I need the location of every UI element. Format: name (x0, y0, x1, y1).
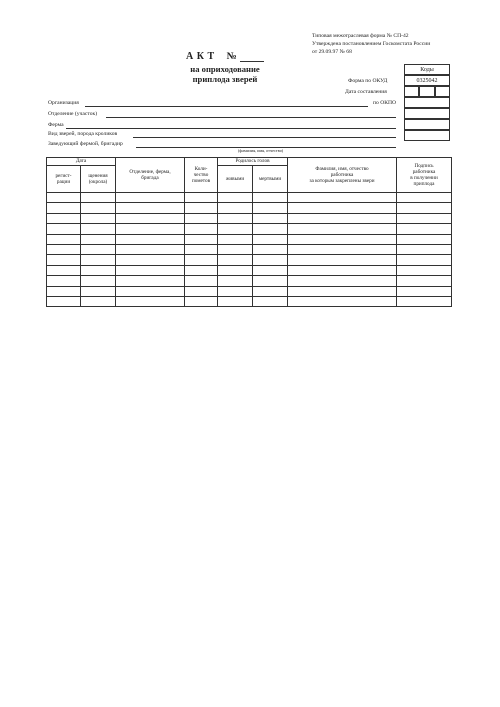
farm-label: Ферма (48, 122, 64, 128)
table-cell[interactable] (218, 255, 253, 265)
okud-value: 0325042 (404, 75, 450, 86)
table-cell[interactable] (218, 296, 253, 306)
table-cell[interactable] (185, 276, 218, 286)
table-cell[interactable] (47, 234, 81, 244)
table-cell[interactable] (185, 193, 218, 203)
animal-type-label: Вид зверей, порода кроликов (48, 131, 118, 137)
table-cell[interactable] (253, 276, 288, 286)
table-row (47, 224, 452, 234)
table-cell[interactable] (47, 296, 81, 306)
dead-col-header: мертвыми (253, 166, 288, 193)
table-cell[interactable] (116, 193, 185, 203)
form-approval-line: Утверждена постановлением Госкомстата России (312, 41, 431, 47)
table-cell[interactable] (116, 296, 185, 306)
act-title (186, 51, 237, 62)
table-cell[interactable] (81, 224, 116, 234)
table-cell[interactable] (116, 244, 185, 254)
table-row (47, 234, 452, 244)
table-cell[interactable] (288, 244, 397, 254)
table-row (47, 276, 452, 286)
table-cell[interactable] (288, 203, 397, 213)
table-cell[interactable] (218, 193, 253, 203)
table-cell[interactable] (81, 234, 116, 244)
manager-label: Заведующий фермой, бригадир (48, 141, 123, 147)
table-cell[interactable] (81, 296, 116, 306)
code-cell-1[interactable] (404, 108, 450, 119)
table-cell[interactable] (218, 224, 253, 234)
table-cell[interactable] (116, 213, 185, 223)
born-group-header: Родилось голов (218, 158, 288, 166)
table-cell[interactable] (288, 224, 397, 234)
table-cell[interactable] (397, 234, 452, 244)
table-cell[interactable] (185, 224, 218, 234)
table-cell[interactable] (185, 296, 218, 306)
table-cell[interactable] (185, 203, 218, 213)
table-cell[interactable] (81, 286, 116, 296)
organization-label: Организация (48, 100, 79, 106)
worker-col-header: Фамилия, имя, отчество работника за которым закреплены звери (288, 158, 397, 193)
table-cell[interactable] (218, 265, 253, 275)
table-cell[interactable] (47, 224, 81, 234)
act-title-text: А К Т № (186, 51, 238, 62)
table-cell[interactable] (253, 286, 288, 296)
table-cell[interactable] (288, 265, 397, 275)
table-cell[interactable] (218, 276, 253, 286)
table-row (47, 286, 452, 296)
okud-label: Форма по ОКУД (348, 78, 388, 84)
table-cell[interactable] (397, 286, 452, 296)
table-cell[interactable] (81, 276, 116, 286)
table-cell[interactable] (253, 296, 288, 306)
table-cell[interactable] (47, 265, 81, 275)
registration-col-header: регист- рации (47, 166, 81, 193)
table-cell[interactable] (397, 213, 452, 223)
date-group-header: Дата (47, 158, 116, 166)
table-cell[interactable] (253, 224, 288, 234)
litters-col-header: Коли- чество пометов (185, 158, 218, 193)
table-cell[interactable] (116, 234, 185, 244)
table-cell[interactable] (47, 203, 81, 213)
department-field[interactable] (106, 117, 396, 118)
animal-type-field[interactable] (133, 137, 396, 138)
table-cell[interactable] (185, 213, 218, 223)
date-year-cell[interactable] (435, 86, 450, 97)
table-cell[interactable] (218, 203, 253, 213)
table-cell[interactable] (253, 203, 288, 213)
title-line1: на оприходование (190, 64, 260, 74)
table-cell[interactable] (218, 244, 253, 254)
table-cell[interactable] (253, 255, 288, 265)
act-number-line[interactable] (240, 61, 264, 62)
code-cell-2[interactable] (404, 119, 450, 130)
table-cell[interactable] (253, 234, 288, 244)
table-cell[interactable] (47, 276, 81, 286)
table-cell[interactable] (288, 213, 397, 223)
birth-col-header: щенения (окрола) (81, 166, 116, 193)
date-month-cell[interactable] (419, 86, 435, 97)
farm-field[interactable] (66, 128, 396, 129)
table-cell[interactable] (397, 193, 452, 203)
table-cell[interactable] (288, 286, 397, 296)
table-cell[interactable] (81, 213, 116, 223)
signature-col-header: Подпись работника в получении приплода (397, 158, 452, 193)
table-row (47, 244, 452, 254)
date-label: Дата составления (345, 89, 387, 95)
table-cell[interactable] (288, 234, 397, 244)
table-cell[interactable] (397, 203, 452, 213)
table-cell[interactable] (185, 265, 218, 275)
table-cell[interactable] (116, 224, 185, 234)
table-cell[interactable] (185, 234, 218, 244)
table-cell[interactable] (47, 193, 81, 203)
department-col-header: Отделение, ферма, бригада (116, 158, 185, 193)
table-cell[interactable] (218, 286, 253, 296)
table-cell[interactable] (47, 255, 81, 265)
table-cell[interactable] (218, 234, 253, 244)
table-cell[interactable] (47, 286, 81, 296)
date-day-cell[interactable] (404, 86, 419, 97)
table-cell[interactable] (288, 296, 397, 306)
table-cell[interactable] (253, 265, 288, 275)
table-cell[interactable] (81, 203, 116, 213)
table-cell[interactable] (253, 193, 288, 203)
table-cell[interactable] (81, 193, 116, 203)
table-cell[interactable] (81, 255, 116, 265)
table-cell[interactable] (288, 276, 397, 286)
table-cell[interactable] (47, 244, 81, 254)
department-label: Отделение (участок) (48, 111, 98, 117)
organization-field[interactable] (85, 106, 368, 107)
table-row (47, 213, 452, 223)
form-number-line: Типовая межотраслевая форма № СП-42 (312, 33, 409, 39)
alive-col-header: живыми (218, 166, 253, 193)
table-row (47, 265, 452, 275)
table-cell[interactable] (116, 276, 185, 286)
table-row (47, 255, 452, 265)
table-cell[interactable] (288, 193, 397, 203)
table-cell[interactable] (397, 224, 452, 234)
table-cell[interactable] (81, 244, 116, 254)
manager-hint: (фамилия, имя, отчество) (238, 148, 284, 153)
table-cell[interactable] (397, 265, 452, 275)
table-cell[interactable] (185, 286, 218, 296)
code-cell-3[interactable] (404, 130, 450, 141)
table-cell[interactable] (47, 213, 81, 223)
form-date-line: от 29.09.97 № 68 (312, 49, 352, 55)
table-cell[interactable] (397, 296, 452, 306)
table-cell[interactable] (397, 276, 452, 286)
table-row (47, 193, 452, 203)
table-row (47, 203, 452, 213)
table-cell[interactable] (116, 265, 185, 275)
table-cell[interactable] (218, 213, 253, 223)
table-cell[interactable] (253, 244, 288, 254)
table-cell[interactable] (116, 286, 185, 296)
table-cell[interactable] (81, 265, 116, 275)
table-cell[interactable] (116, 203, 185, 213)
table-cell[interactable] (253, 213, 288, 223)
okpo-value-cell[interactable] (404, 97, 450, 108)
table-cell[interactable] (116, 255, 185, 265)
table-cell[interactable] (185, 255, 218, 265)
title-line2: приплода зверей (192, 74, 258, 84)
table-cell[interactable] (397, 244, 452, 254)
animals-table (46, 157, 452, 307)
table-row (47, 296, 452, 306)
codes-header: Коды (404, 64, 450, 75)
okpo-label: по ОКПО (373, 100, 397, 106)
table-cell[interactable] (288, 255, 397, 265)
table-cell[interactable] (185, 244, 218, 254)
table-cell[interactable] (397, 255, 452, 265)
